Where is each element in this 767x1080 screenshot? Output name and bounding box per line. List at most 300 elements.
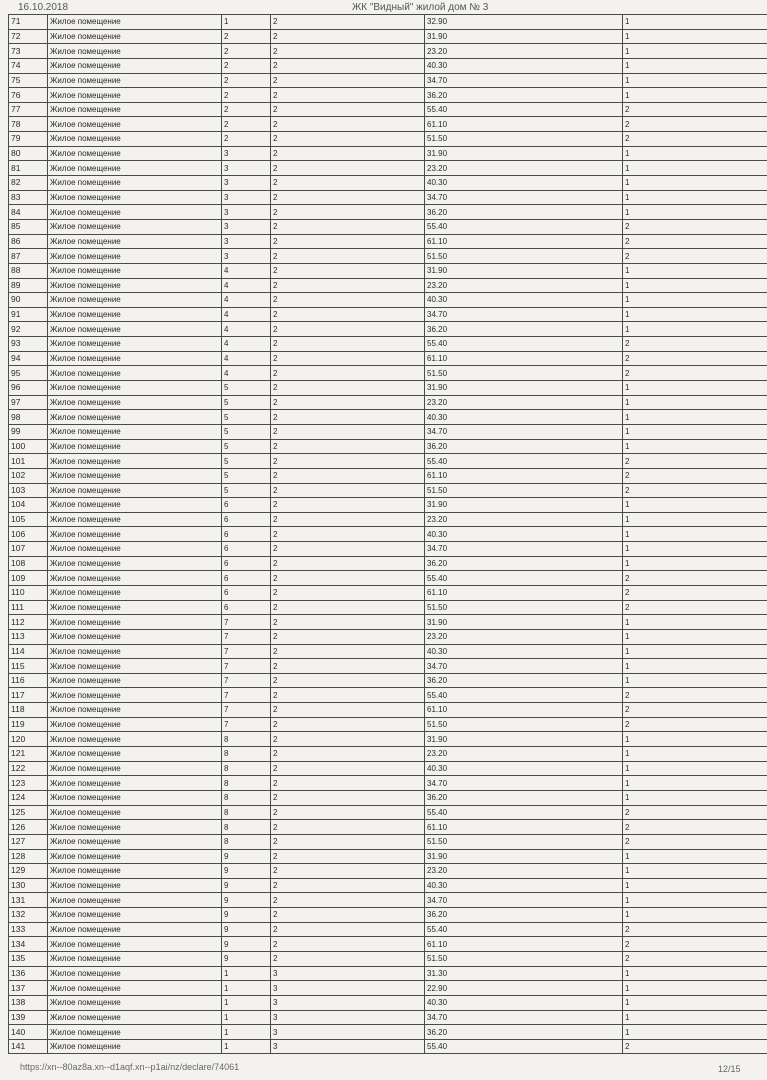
table-row <box>9 132 767 147</box>
cell-floor: 6 <box>222 512 271 527</box>
cell-rooms-count: 2 <box>623 351 767 366</box>
cell-area: 40.30 <box>425 58 623 73</box>
cell-section: 2 <box>271 761 425 776</box>
cell-rooms-count: 2 <box>623 468 767 483</box>
cell-area: 36.20 <box>425 673 623 688</box>
cell-area: 40.30 <box>425 995 623 1010</box>
cell-area: 61.10 <box>425 937 623 952</box>
table-row <box>9 790 767 805</box>
cell-premises-type: Жилое помещение <box>48 73 222 88</box>
cell-floor: 5 <box>222 483 271 498</box>
cell-rooms-count: 2 <box>623 805 767 820</box>
cell-number: 107 <box>9 542 48 557</box>
cell-area: 55.40 <box>425 219 623 234</box>
cell-section: 2 <box>271 58 425 73</box>
table-row <box>9 981 767 996</box>
cell-area: 23.20 <box>425 747 623 762</box>
cell-premises-type: Жилое помещение <box>48 981 222 996</box>
cell-premises-type: Жилое помещение <box>48 849 222 864</box>
cell-number: 90 <box>9 293 48 308</box>
table-row <box>9 190 767 205</box>
cell-section: 3 <box>271 981 425 996</box>
cell-rooms-count: 1 <box>623 512 767 527</box>
cell-floor: 6 <box>222 571 271 586</box>
cell-floor: 9 <box>222 893 271 908</box>
cell-number: 128 <box>9 849 48 864</box>
cell-number: 133 <box>9 922 48 937</box>
cell-area: 55.40 <box>425 102 623 117</box>
cell-floor: 1 <box>222 1010 271 1025</box>
cell-area: 55.40 <box>425 337 623 352</box>
cell-premises-type: Жилое помещение <box>48 600 222 615</box>
table-row <box>9 937 767 952</box>
cell-rooms-count: 1 <box>623 424 767 439</box>
cell-section: 2 <box>271 322 425 337</box>
cell-area: 34.70 <box>425 659 623 674</box>
cell-number: 120 <box>9 732 48 747</box>
cell-rooms-count: 2 <box>623 717 767 732</box>
cell-section: 2 <box>271 278 425 293</box>
cell-section: 2 <box>271 659 425 674</box>
cell-floor: 3 <box>222 176 271 191</box>
table-row <box>9 893 767 908</box>
cell-area: 34.70 <box>425 776 623 791</box>
cell-section: 2 <box>271 15 425 30</box>
cell-floor: 4 <box>222 322 271 337</box>
table-row <box>9 966 767 981</box>
cell-area: 51.50 <box>425 132 623 147</box>
cell-floor: 6 <box>222 498 271 513</box>
cell-area: 36.20 <box>425 790 623 805</box>
cell-number: 130 <box>9 878 48 893</box>
cell-section: 2 <box>271 117 425 132</box>
cell-premises-type: Жилое помещение <box>48 644 222 659</box>
cell-rooms-count: 1 <box>623 1010 767 1025</box>
cell-premises-type: Жилое помещение <box>48 937 222 952</box>
cell-premises-type: Жилое помещение <box>48 703 222 718</box>
cell-section: 2 <box>271 395 425 410</box>
cell-rooms-count: 1 <box>623 439 767 454</box>
cell-section: 2 <box>271 351 425 366</box>
cell-section: 2 <box>271 454 425 469</box>
table-row <box>9 366 767 381</box>
cell-premises-type: Жилое помещение <box>48 527 222 542</box>
cell-section: 2 <box>271 293 425 308</box>
cell-rooms-count: 1 <box>623 790 767 805</box>
cell-section: 2 <box>271 893 425 908</box>
cell-rooms-count: 1 <box>623 307 767 322</box>
cell-section: 2 <box>271 878 425 893</box>
cell-area: 34.70 <box>425 424 623 439</box>
table-row <box>9 878 767 893</box>
cell-section: 2 <box>271 717 425 732</box>
cell-number: 82 <box>9 176 48 191</box>
cell-rooms-count: 1 <box>623 29 767 44</box>
cell-number: 97 <box>9 395 48 410</box>
cell-number: 118 <box>9 703 48 718</box>
cell-rooms-count: 1 <box>623 542 767 557</box>
cell-section: 2 <box>271 146 425 161</box>
cell-floor: 8 <box>222 761 271 776</box>
cell-number: 129 <box>9 864 48 879</box>
cell-premises-type: Жилое помещение <box>48 219 222 234</box>
cell-number: 109 <box>9 571 48 586</box>
cell-rooms-count: 1 <box>623 381 767 396</box>
cell-rooms-count: 1 <box>623 761 767 776</box>
cell-area: 40.30 <box>425 761 623 776</box>
cell-rooms-count: 2 <box>623 483 767 498</box>
cell-number: 112 <box>9 615 48 630</box>
cell-floor: 1 <box>222 966 271 981</box>
cell-area: 31.30 <box>425 966 623 981</box>
cell-floor: 2 <box>222 73 271 88</box>
cell-number: 126 <box>9 820 48 835</box>
cell-floor: 5 <box>222 424 271 439</box>
cell-premises-type: Жилое помещение <box>48 454 222 469</box>
cell-rooms-count: 1 <box>623 293 767 308</box>
cell-rooms-count: 2 <box>623 117 767 132</box>
cell-premises-type: Жилое помещение <box>48 88 222 103</box>
cell-number: 76 <box>9 88 48 103</box>
table-row <box>9 732 767 747</box>
cell-area: 61.10 <box>425 234 623 249</box>
cell-area: 61.10 <box>425 585 623 600</box>
cell-rooms-count: 2 <box>623 703 767 718</box>
cell-area: 23.20 <box>425 512 623 527</box>
cell-floor: 7 <box>222 703 271 718</box>
page-header <box>0 0 767 14</box>
cell-section: 2 <box>271 263 425 278</box>
cell-section: 2 <box>271 483 425 498</box>
cell-section: 2 <box>271 29 425 44</box>
table-row <box>9 88 767 103</box>
cell-rooms-count: 1 <box>623 527 767 542</box>
cell-rooms-count: 1 <box>623 1025 767 1040</box>
cell-section: 2 <box>271 922 425 937</box>
cell-section: 3 <box>271 1025 425 1040</box>
cell-section: 2 <box>271 73 425 88</box>
table-row <box>9 849 767 864</box>
page-number: 12/15 <box>718 1064 741 1074</box>
table-row <box>9 571 767 586</box>
cell-floor: 5 <box>222 395 271 410</box>
cell-number: 115 <box>9 659 48 674</box>
table-row <box>9 629 767 644</box>
cell-rooms-count: 1 <box>623 878 767 893</box>
cell-rooms-count: 1 <box>623 88 767 103</box>
cell-rooms-count: 2 <box>623 820 767 835</box>
cell-section: 2 <box>271 498 425 513</box>
table-row <box>9 688 767 703</box>
cell-premises-type: Жилое помещение <box>48 190 222 205</box>
cell-rooms-count: 1 <box>623 893 767 908</box>
cell-section: 3 <box>271 995 425 1010</box>
cell-premises-type: Жилое помещение <box>48 673 222 688</box>
cell-rooms-count: 1 <box>623 44 767 59</box>
cell-area: 31.90 <box>425 498 623 513</box>
cell-section: 2 <box>271 439 425 454</box>
cell-premises-type: Жилое помещение <box>48 615 222 630</box>
cell-rooms-count: 2 <box>623 834 767 849</box>
table-row <box>9 834 767 849</box>
cell-floor: 4 <box>222 351 271 366</box>
table-row <box>9 337 767 352</box>
cell-rooms-count: 1 <box>623 161 767 176</box>
cell-rooms-count: 1 <box>623 556 767 571</box>
cell-floor: 5 <box>222 439 271 454</box>
table-row <box>9 600 767 615</box>
table-row <box>9 293 767 308</box>
cell-premises-type: Жилое помещение <box>48 966 222 981</box>
cell-floor: 3 <box>222 146 271 161</box>
cell-number: 114 <box>9 644 48 659</box>
cell-number: 74 <box>9 58 48 73</box>
cell-rooms-count: 2 <box>623 366 767 381</box>
cell-premises-type: Жилое помещение <box>48 995 222 1010</box>
cell-section: 2 <box>271 234 425 249</box>
cell-area: 51.50 <box>425 834 623 849</box>
cell-number: 124 <box>9 790 48 805</box>
table-row <box>9 307 767 322</box>
cell-rooms-count: 2 <box>623 1039 767 1054</box>
table-row <box>9 454 767 469</box>
cell-premises-type: Жилое помещение <box>48 952 222 967</box>
table-row <box>9 908 767 923</box>
cell-floor: 7 <box>222 688 271 703</box>
cell-rooms-count: 1 <box>623 644 767 659</box>
cell-rooms-count: 1 <box>623 864 767 879</box>
cell-premises-type: Жилое помещение <box>48 161 222 176</box>
table-row <box>9 820 767 835</box>
cell-rooms-count: 1 <box>623 15 767 30</box>
cell-area: 51.50 <box>425 600 623 615</box>
cell-rooms-count: 1 <box>623 58 767 73</box>
cell-premises-type: Жилое помещение <box>48 878 222 893</box>
cell-premises-type: Жилое помещение <box>48 512 222 527</box>
table-row <box>9 161 767 176</box>
table-row <box>9 615 767 630</box>
cell-area: 32.90 <box>425 15 623 30</box>
print-date: 16.10.2018 <box>18 2 69 13</box>
cell-premises-type: Жилое помещение <box>48 424 222 439</box>
cell-premises-type: Жилое помещение <box>48 1039 222 1054</box>
cell-number: 117 <box>9 688 48 703</box>
cell-floor: 2 <box>222 117 271 132</box>
cell-section: 2 <box>271 468 425 483</box>
table-body <box>9 15 767 1054</box>
table-row <box>9 219 767 234</box>
cell-number: 105 <box>9 512 48 527</box>
cell-premises-type: Жилое помещение <box>48 102 222 117</box>
cell-number: 73 <box>9 44 48 59</box>
table-row <box>9 351 767 366</box>
cell-section: 2 <box>271 410 425 425</box>
cell-premises-type: Жилое помещение <box>48 29 222 44</box>
cell-premises-type: Жилое помещение <box>48 732 222 747</box>
cell-floor: 9 <box>222 878 271 893</box>
cell-floor: 3 <box>222 219 271 234</box>
cell-area: 55.40 <box>425 1039 623 1054</box>
cell-premises-type: Жилое помещение <box>48 44 222 59</box>
cell-floor: 7 <box>222 615 271 630</box>
cell-section: 2 <box>271 864 425 879</box>
table-row <box>9 1025 767 1040</box>
cell-premises-type: Жилое помещение <box>48 556 222 571</box>
cell-floor: 4 <box>222 293 271 308</box>
cell-rooms-count: 1 <box>623 776 767 791</box>
table-row <box>9 1039 767 1054</box>
cell-floor: 8 <box>222 834 271 849</box>
cell-floor: 2 <box>222 58 271 73</box>
cell-area: 40.30 <box>425 293 623 308</box>
cell-number: 111 <box>9 600 48 615</box>
cell-rooms-count: 2 <box>623 219 767 234</box>
cell-floor: 5 <box>222 454 271 469</box>
cell-premises-type: Жилое помещение <box>48 659 222 674</box>
cell-number: 89 <box>9 278 48 293</box>
cell-rooms-count: 2 <box>623 234 767 249</box>
cell-area: 36.20 <box>425 439 623 454</box>
cell-section: 2 <box>271 820 425 835</box>
cell-rooms-count: 1 <box>623 659 767 674</box>
cell-number: 101 <box>9 454 48 469</box>
cell-rooms-count: 1 <box>623 629 767 644</box>
cell-premises-type: Жилое помещение <box>48 322 222 337</box>
cell-section: 2 <box>271 732 425 747</box>
table-row <box>9 424 767 439</box>
cell-section: 3 <box>271 966 425 981</box>
cell-area: 34.70 <box>425 542 623 557</box>
table-row <box>9 747 767 762</box>
cell-area: 34.70 <box>425 73 623 88</box>
cell-rooms-count: 2 <box>623 571 767 586</box>
cell-rooms-count: 2 <box>623 922 767 937</box>
cell-area: 36.20 <box>425 908 623 923</box>
cell-premises-type: Жилое помещение <box>48 585 222 600</box>
source-url: https://xn--80az8a.xn--d1aqf.xn--p1ai/nz/declare/74061 <box>20 1062 240 1072</box>
cell-floor: 4 <box>222 278 271 293</box>
cell-rooms-count: 2 <box>623 600 767 615</box>
cell-premises-type: Жилое помещение <box>48 366 222 381</box>
cell-floor: 2 <box>222 132 271 147</box>
cell-premises-type: Жилое помещение <box>48 234 222 249</box>
cell-area: 31.90 <box>425 849 623 864</box>
cell-rooms-count: 1 <box>623 205 767 220</box>
cell-premises-type: Жилое помещение <box>48 498 222 513</box>
cell-rooms-count: 2 <box>623 454 767 469</box>
cell-number: 94 <box>9 351 48 366</box>
cell-premises-type: Жилое помещение <box>48 688 222 703</box>
cell-area: 55.40 <box>425 805 623 820</box>
cell-section: 2 <box>271 629 425 644</box>
cell-number: 72 <box>9 29 48 44</box>
table-row <box>9 249 767 264</box>
cell-floor: 4 <box>222 307 271 322</box>
cell-area: 31.90 <box>425 29 623 44</box>
cell-floor: 3 <box>222 205 271 220</box>
table-row <box>9 176 767 191</box>
cell-area: 31.90 <box>425 615 623 630</box>
cell-area: 51.50 <box>425 249 623 264</box>
cell-number: 108 <box>9 556 48 571</box>
cell-floor: 5 <box>222 381 271 396</box>
cell-area: 55.40 <box>425 454 623 469</box>
cell-floor: 9 <box>222 952 271 967</box>
cell-rooms-count: 1 <box>623 395 767 410</box>
table-row <box>9 278 767 293</box>
cell-floor: 1 <box>222 981 271 996</box>
cell-area: 23.20 <box>425 864 623 879</box>
cell-premises-type: Жилое помещение <box>48 337 222 352</box>
cell-area: 51.50 <box>425 483 623 498</box>
cell-rooms-count: 1 <box>623 176 767 191</box>
table-row <box>9 659 767 674</box>
cell-premises-type: Жилое помещение <box>48 1010 222 1025</box>
cell-floor: 3 <box>222 190 271 205</box>
table-row <box>9 717 767 732</box>
table-row <box>9 44 767 59</box>
cell-section: 2 <box>271 527 425 542</box>
table-row <box>9 922 767 937</box>
cell-floor: 8 <box>222 820 271 835</box>
cell-premises-type: Жилое помещение <box>48 717 222 732</box>
cell-floor: 8 <box>222 790 271 805</box>
cell-floor: 6 <box>222 542 271 557</box>
cell-area: 31.90 <box>425 732 623 747</box>
cell-premises-type: Жилое помещение <box>48 132 222 147</box>
cell-floor: 9 <box>222 937 271 952</box>
cell-number: 75 <box>9 73 48 88</box>
cell-number: 138 <box>9 995 48 1010</box>
cell-number: 122 <box>9 761 48 776</box>
page-footer <box>0 1062 767 1080</box>
cell-number: 100 <box>9 439 48 454</box>
cell-floor: 4 <box>222 366 271 381</box>
table-row <box>9 483 767 498</box>
cell-area: 23.20 <box>425 161 623 176</box>
cell-area: 31.90 <box>425 263 623 278</box>
cell-number: 116 <box>9 673 48 688</box>
table-row <box>9 102 767 117</box>
cell-area: 36.20 <box>425 556 623 571</box>
table-row <box>9 381 767 396</box>
cell-rooms-count: 1 <box>623 190 767 205</box>
cell-number: 104 <box>9 498 48 513</box>
cell-floor: 9 <box>222 908 271 923</box>
cell-area: 34.70 <box>425 307 623 322</box>
cell-number: 123 <box>9 776 48 791</box>
cell-floor: 2 <box>222 102 271 117</box>
cell-floor: 5 <box>222 468 271 483</box>
cell-rooms-count: 1 <box>623 410 767 425</box>
cell-rooms-count: 2 <box>623 585 767 600</box>
cell-premises-type: Жилое помещение <box>48 205 222 220</box>
table-row <box>9 512 767 527</box>
cell-rooms-count: 1 <box>623 73 767 88</box>
cell-floor: 7 <box>222 659 271 674</box>
cell-premises-type: Жилое помещение <box>48 278 222 293</box>
cell-number: 106 <box>9 527 48 542</box>
cell-section: 2 <box>271 424 425 439</box>
cell-premises-type: Жилое помещение <box>48 263 222 278</box>
cell-area: 40.30 <box>425 878 623 893</box>
cell-area: 31.90 <box>425 146 623 161</box>
cell-rooms-count: 1 <box>623 278 767 293</box>
cell-area: 34.70 <box>425 190 623 205</box>
cell-section: 2 <box>271 747 425 762</box>
cell-section: 2 <box>271 190 425 205</box>
cell-number: 127 <box>9 834 48 849</box>
